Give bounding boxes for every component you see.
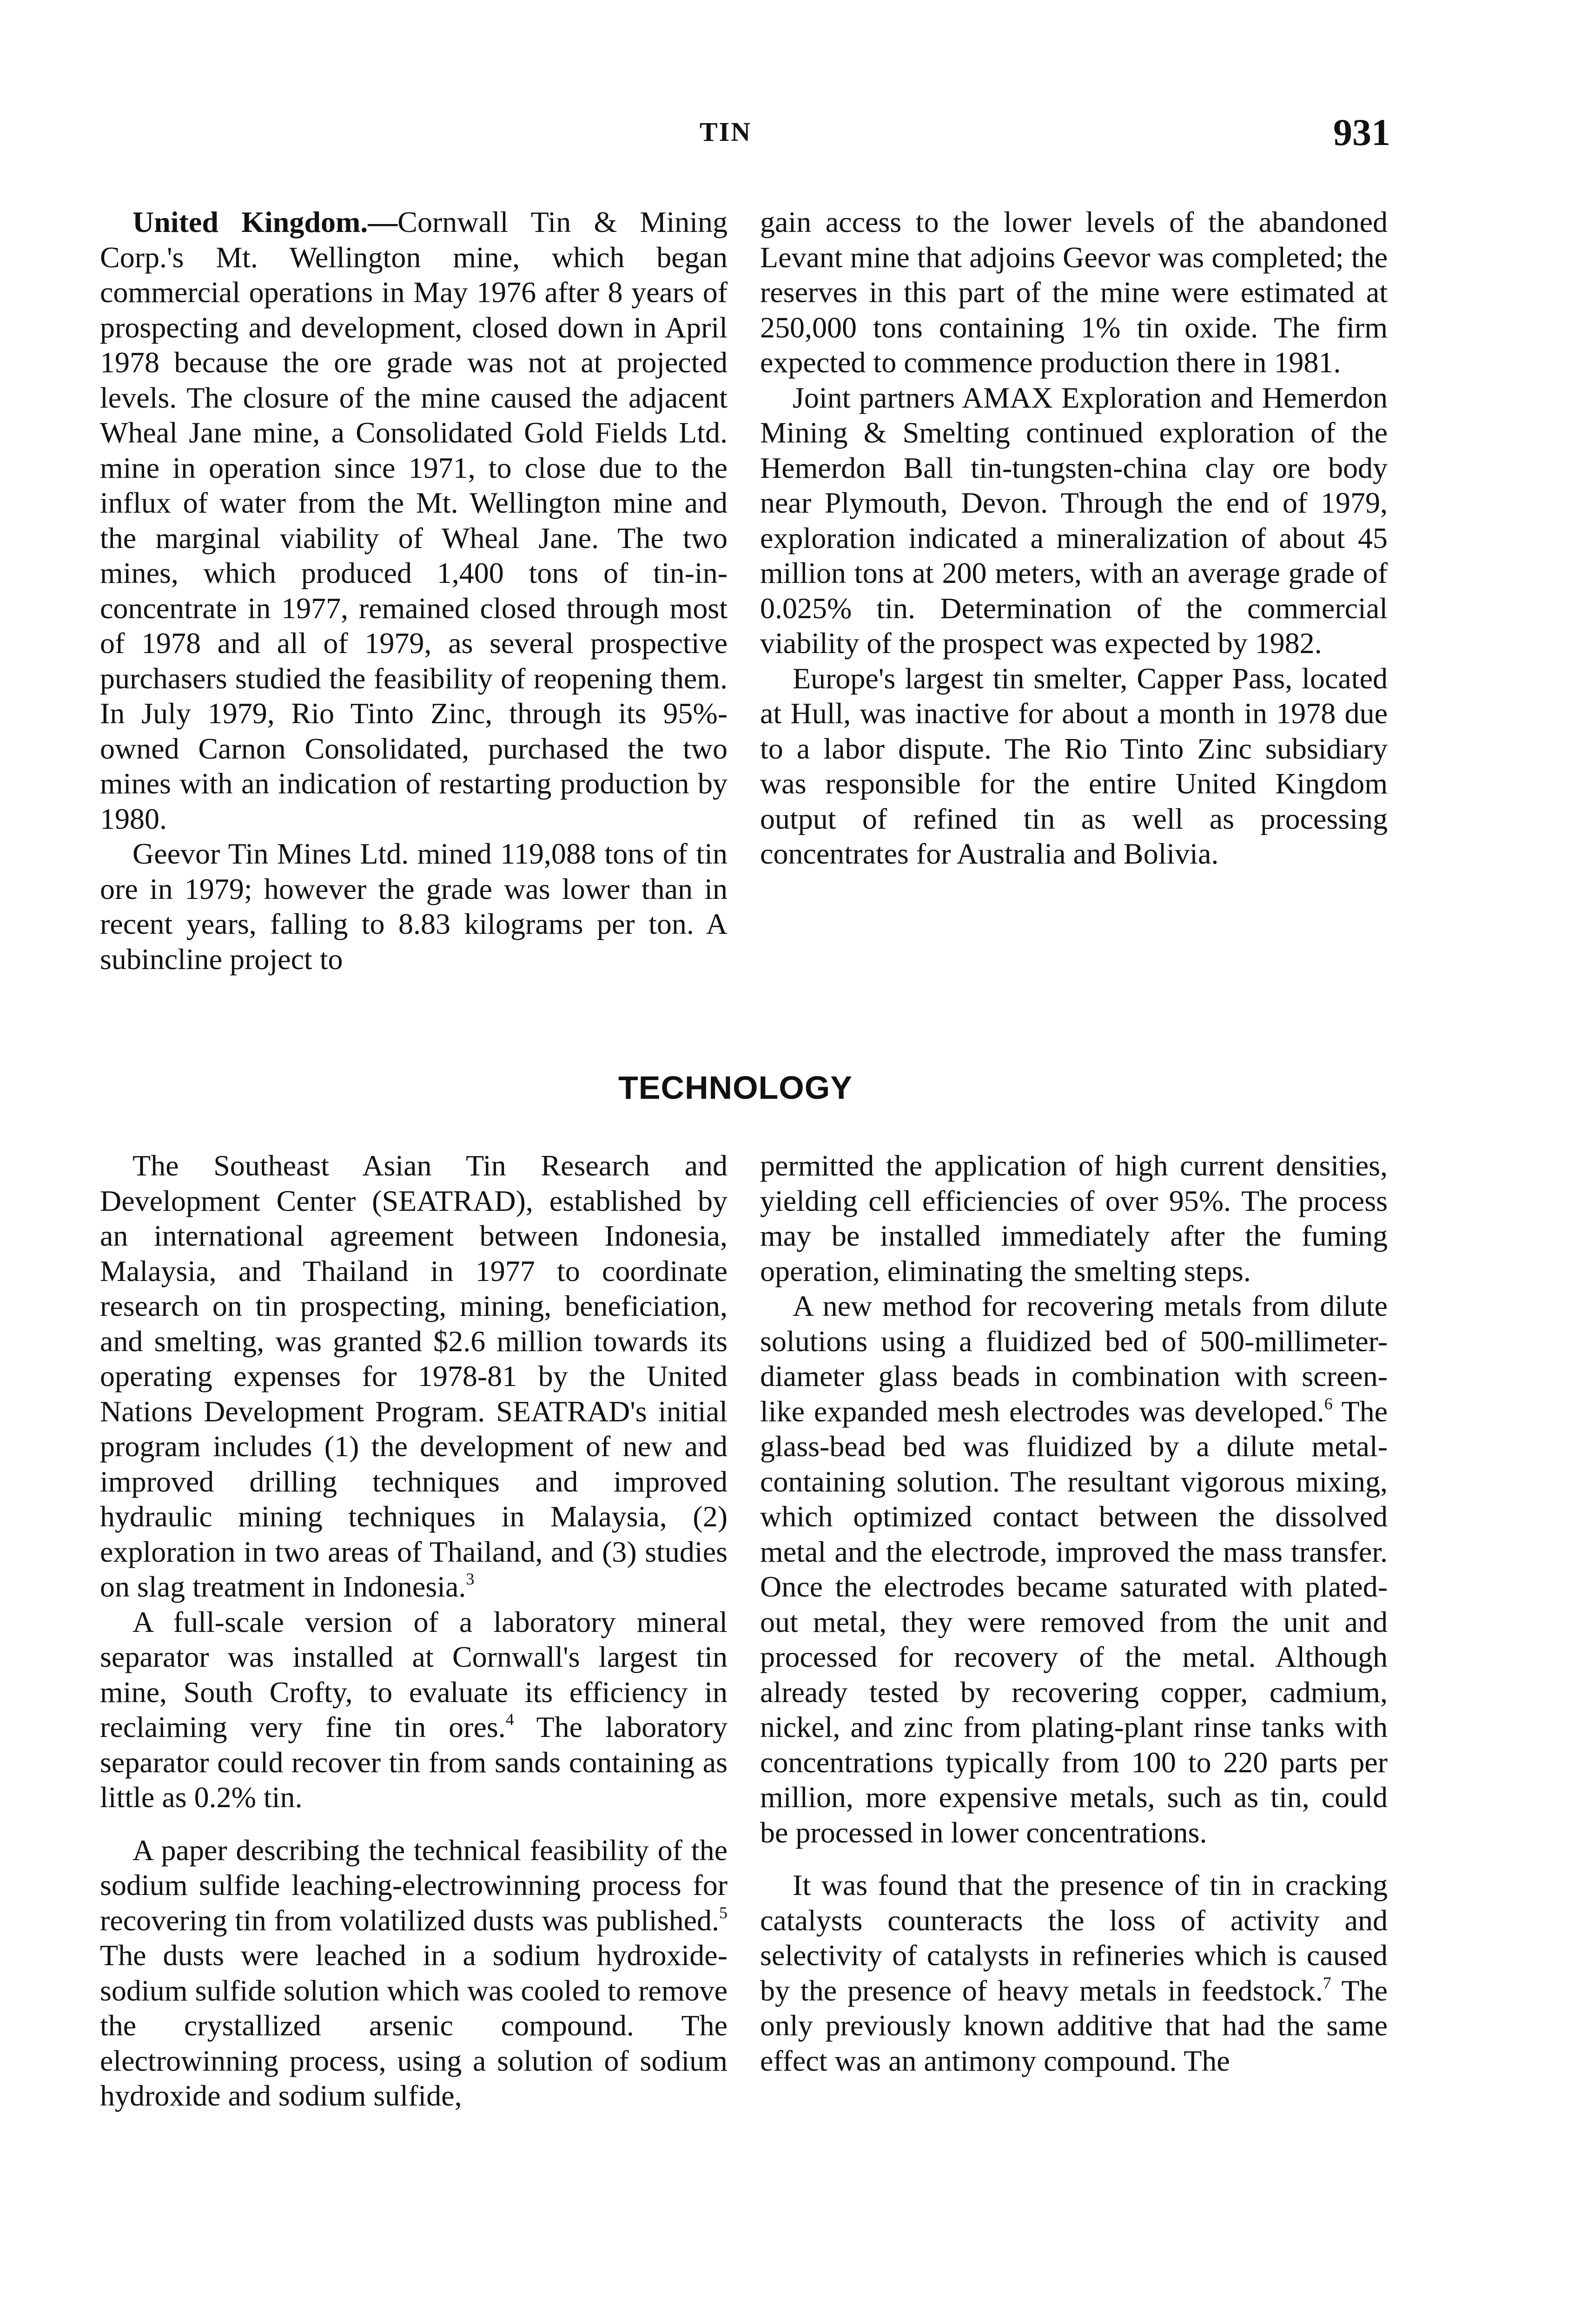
paragraph-united-kingdom bbox=[100, 205, 728, 836]
paragraph-text: It was found that the presence of tin in cracking catalysts counteracts the loss of activity and selectivity of catalysts in refineries which is caused by the presence of heavy metals in feedstock. bbox=[760, 1868, 1388, 2007]
paragraph-hemerdon bbox=[760, 380, 1388, 661]
paragraph-seatrad bbox=[100, 1148, 728, 1604]
right-column bbox=[760, 205, 1388, 977]
paragraph-sodium-sulfide bbox=[100, 1833, 728, 2113]
paragraph-text: The laboratory separator could recover tin from sands containing as little as 0.2% tin. bbox=[100, 1710, 728, 1814]
footnote-ref: 3 bbox=[466, 1570, 475, 1588]
paragraph-text: Geevor Tin Mines Ltd. mined 119,088 tons of tin ore in 1979; however the grade was lower than in recent years, falling to 8.83 kilograms per ton. A subincline project to bbox=[100, 837, 728, 976]
paragraph-cracking-catalysts bbox=[760, 1868, 1388, 2078]
right-column bbox=[760, 1148, 1388, 2113]
paragraph-text: The only previously known additive that had the same effect was an antimony compound. The bbox=[760, 1974, 1388, 2077]
paragraph-text: The glass-bead bed was fluidized by a dilute metal-containing solution. The resultant vigorous mixing, which optimized contact between the dissolved metal and the electrode, improved the mass transfer. Once the electrodes became saturated with plated-out metal, they were removed from the unit and processed for recovery of the metal. Although already tested by recovering copper, cadmium, nickel, and zinc from plating-plant rinse tanks with concentrations typically from 100 to 220 parts per million, more expensive metals, such as tin, could be processed in lower concentrations. bbox=[760, 1394, 1388, 1849]
run-in-heading: United Kingdom.— bbox=[132, 205, 398, 238]
paragraph-text: The Southeast Asian Tin Research and Development Center (SEATRAD), established by an international agreement between Indonesia, Malaysia, and Thailand in 1977 to coordinate research on tin prospecting, mining, beneficiation, and smelting, was granted $2.6 million towards its operating expenses for 1978-81 by the United Nations Development Program. SEATRAD's initial program includes (1) the development of new and improved drilling techniques and improved hydraulic mining techniques in Malaysia, (2) exploration in two areas of Thailand, and (3) studies on slag treatment in Indonesia. bbox=[100, 1149, 728, 1603]
paragraph-geevor bbox=[100, 836, 728, 977]
section-heading-technology: TECHNOLOGY bbox=[618, 1070, 853, 1106]
paragraph-text: Cornwall Tin & Mining Corp.'s Mt. Wellington mine, which began commercial operations in May 1976 after 8 years of prospecting and development, closed down in April 1978 because the ore grade was not at projected levels. The closure of the mine caused the adjacent Wheal Jane mine, a Consolidated Gold Fields Ltd. mine in operation since 1971, to close due to the influx of water from the Mt. Wellington mine and the marginal viability of Wheal Jane. The two mines, which produced 1,400 tons of tin-in-concentrate in 1977, remained closed through most of 1978 and all of 1979, as several prospective purchasers studied the feasibility of reopening them. In July 1979, Rio Tinto Zinc, through its 95%-owned Carnon Consolidated, purchased the two mines with an indication of restarting production by 1980. bbox=[100, 205, 728, 835]
paragraph-text: The dusts were leached in a sodium hydroxide-sodium sulfide solution which was cooled to remove the crystallized arsenic compound. The electrowinning process, using a solution of sodium hydroxide and sodium sulfide, bbox=[100, 1939, 728, 2112]
paragraph-mineral-separator bbox=[100, 1604, 728, 1815]
paragraph-text: A new method for recovering metals from dilute solutions using a fluidized bed of 500-millimeter-diameter glass beads in combination with screen-like expanded mesh electrodes was developed. bbox=[760, 1289, 1388, 1428]
paragraph-levant-continued bbox=[760, 205, 1388, 380]
paragraph-text: A paper describing the technical feasibility of the sodium sulfide leaching-electrowinning process for recovering tin from volatilized dusts was published. bbox=[100, 1833, 728, 1937]
paragraph-text: Europe's largest tin smelter, Capper Pass, located at Hull, was inactive for about a month in 1978 due to a labor dispute. The Rio Tinto Zinc subsidiary was responsible for the entire United Kingdom output of refined tin as well as processing concentrates for Australia and Bolivia. bbox=[760, 661, 1388, 870]
left-column bbox=[100, 1148, 728, 2113]
paragraph-electrowinning-continued bbox=[760, 1148, 1388, 1288]
paragraph-text: A full-scale version of a laboratory mineral separator was installed at Cornwall's largest tin mine, South Crofty, to evaluate its efficiency in reclaiming very fine tin ores. bbox=[100, 1605, 728, 1743]
united-kingdom-section bbox=[100, 205, 1388, 977]
running-header-title: TIN bbox=[700, 117, 752, 147]
page-number: 931 bbox=[1333, 111, 1390, 153]
footnote-ref: 6 bbox=[1324, 1394, 1333, 1413]
left-column bbox=[100, 205, 728, 977]
paragraph-text: Joint partners AMAX Exploration and Hemerdon Mining & Smelting continued exploration of the Hemerdon Ball tin-tungsten-china clay ore body near Plymouth, Devon. Through the end of 1979, exploration indicated a mineralization of about 45 million tons at 200 meters, with an average grade of 0.025% tin. Determination of the commercial viability of the prospect was expected by 1982. bbox=[760, 381, 1388, 660]
paragraph-text: permitted the application of high current densities, yielding cell efficiencies of over 95%. The process may be installed immediately after the fuming operation, eliminating the smelting steps. bbox=[760, 1149, 1388, 1287]
paragraph-capper-pass bbox=[760, 661, 1388, 872]
technology-section bbox=[100, 1148, 1388, 2113]
footnote-ref: 5 bbox=[719, 1903, 728, 1922]
footnote-ref: 4 bbox=[505, 1710, 514, 1729]
footnote-ref: 7 bbox=[1323, 1973, 1331, 1992]
paragraph-text: gain access to the lower levels of the abandoned Levant mine that adjoins Geevor was completed; the reserves in this part of the mine were estimated at 250,000 tons containing 1% tin oxide. The firm expected to commence production there in 1981. bbox=[760, 205, 1388, 379]
paragraph-fluidized-bed bbox=[760, 1288, 1388, 1850]
